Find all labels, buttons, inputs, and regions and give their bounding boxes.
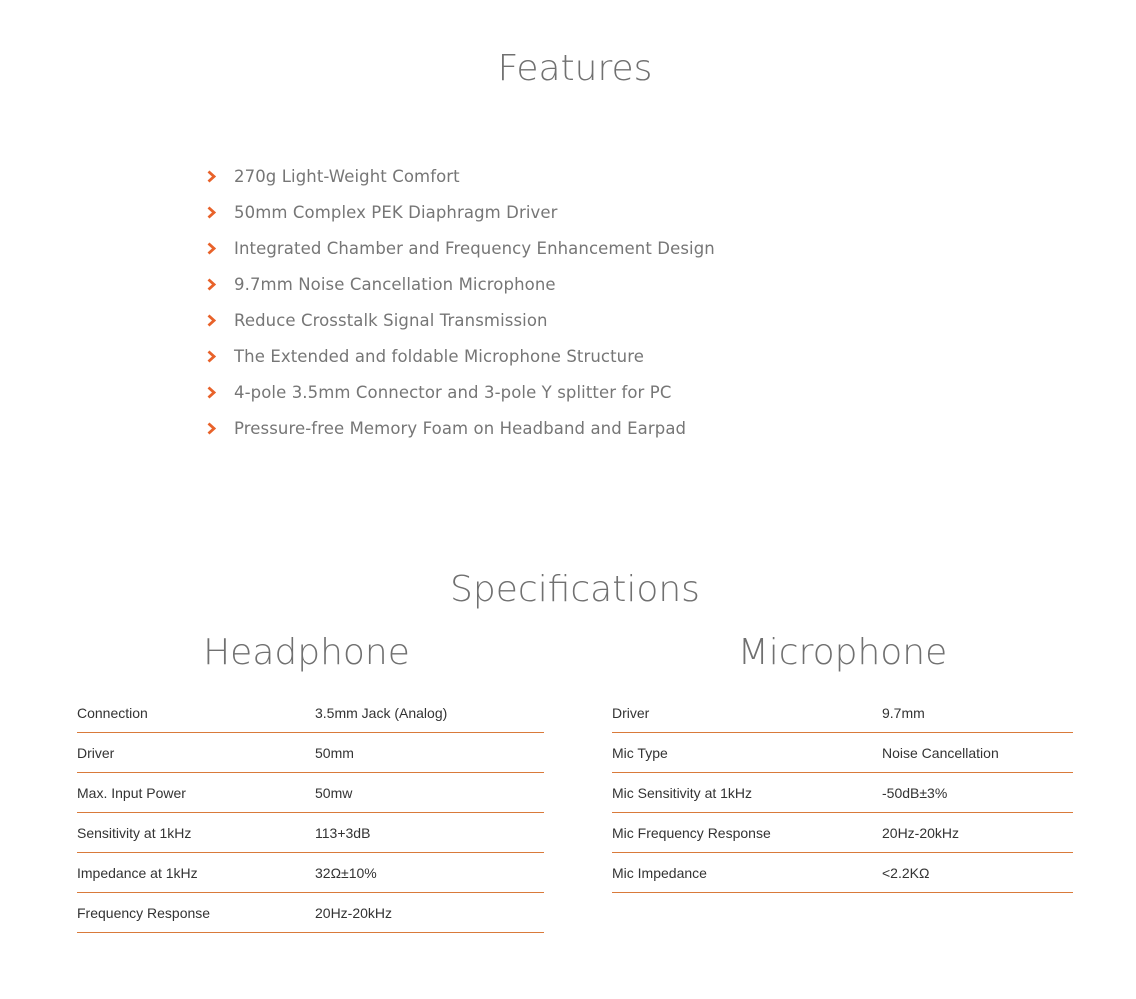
microphone-spec-table (612, 693, 1073, 893)
spec-label: Connection (77, 704, 148, 721)
microphone-heading: Microphone (737, 632, 948, 673)
feature-text: Integrated Chamber and Frequency Enhancement Design (234, 238, 715, 258)
feature-text: 4-pole 3.5mm Connector and 3-pole Y splitter for PC (234, 382, 672, 402)
feature-item (205, 266, 715, 302)
chevron-right-icon (205, 169, 217, 183)
spec-row (612, 813, 1073, 853)
headphone-heading: Headphone (203, 632, 410, 673)
spec-value: Noise Cancellation (882, 744, 999, 761)
features-heading: Features (497, 48, 653, 89)
spec-value: <2.2KΩ (882, 864, 930, 881)
feature-item (205, 338, 715, 374)
feature-item (205, 302, 715, 338)
chevron-right-icon (205, 349, 217, 363)
spec-label: Impedance at 1kHz (77, 864, 198, 881)
headphone-specs (77, 632, 544, 933)
spec-label: Driver (612, 704, 650, 721)
feature-text: Pressure-free Memory Foam on Headband and Earpad (234, 418, 687, 438)
feature-item (205, 410, 715, 446)
feature-text: The Extended and foldable Microphone Structure (234, 346, 645, 366)
spec-row (612, 853, 1073, 893)
chevron-right-icon (205, 205, 217, 219)
feature-item (205, 158, 715, 194)
spec-value: 113+3dB (315, 824, 371, 841)
spec-value: 9.7mm (882, 704, 925, 721)
spec-row (612, 693, 1073, 733)
spec-value: 20Hz-20kHz (882, 824, 960, 841)
spec-row (77, 773, 544, 813)
feature-text: 270g Light-Weight Comfort (234, 166, 460, 186)
spec-value: 32Ω±10% (315, 864, 377, 881)
spec-row (77, 693, 544, 733)
spec-label: Max. Input Power (77, 784, 186, 801)
chevron-right-icon (205, 421, 217, 435)
feature-text: Reduce Crosstalk Signal Transmission (234, 310, 548, 330)
spec-row (77, 733, 544, 773)
spec-label: Driver (77, 744, 115, 761)
chevron-right-icon (205, 241, 217, 255)
spec-label: Frequency Response (77, 904, 211, 921)
specifications-heading: Specifications (450, 569, 700, 610)
spec-value: 20Hz-20kHz (315, 904, 393, 921)
feature-item (205, 374, 715, 410)
chevron-right-icon (205, 313, 217, 327)
feature-item (205, 194, 715, 230)
spec-row (612, 733, 1073, 773)
spec-value: 50mw (315, 784, 353, 801)
feature-text: 9.7mm Noise Cancellation Microphone (234, 274, 556, 294)
headphone-spec-table (77, 693, 544, 933)
chevron-right-icon (205, 277, 217, 291)
spec-value: 3.5mm Jack (Analog) (315, 704, 448, 721)
microphone-specs (612, 632, 1073, 893)
features-list (205, 158, 715, 446)
spec-label: Sensitivity at 1kHz (77, 824, 192, 841)
spec-row (77, 893, 544, 933)
spec-label: Mic Frequency Response (612, 824, 771, 841)
spec-row (77, 853, 544, 893)
feature-text: 50mm Complex PEK Diaphragm Driver (234, 202, 558, 222)
chevron-right-icon (205, 385, 217, 399)
spec-value: -50dB±3% (882, 784, 948, 801)
spec-label: Mic Type (612, 744, 668, 761)
spec-label: Mic Impedance (612, 864, 707, 881)
spec-label: Mic Sensitivity at 1kHz (612, 784, 753, 801)
feature-item (205, 230, 715, 266)
spec-row (77, 813, 544, 853)
spec-row (612, 773, 1073, 813)
spec-value: 50mm (315, 744, 354, 761)
